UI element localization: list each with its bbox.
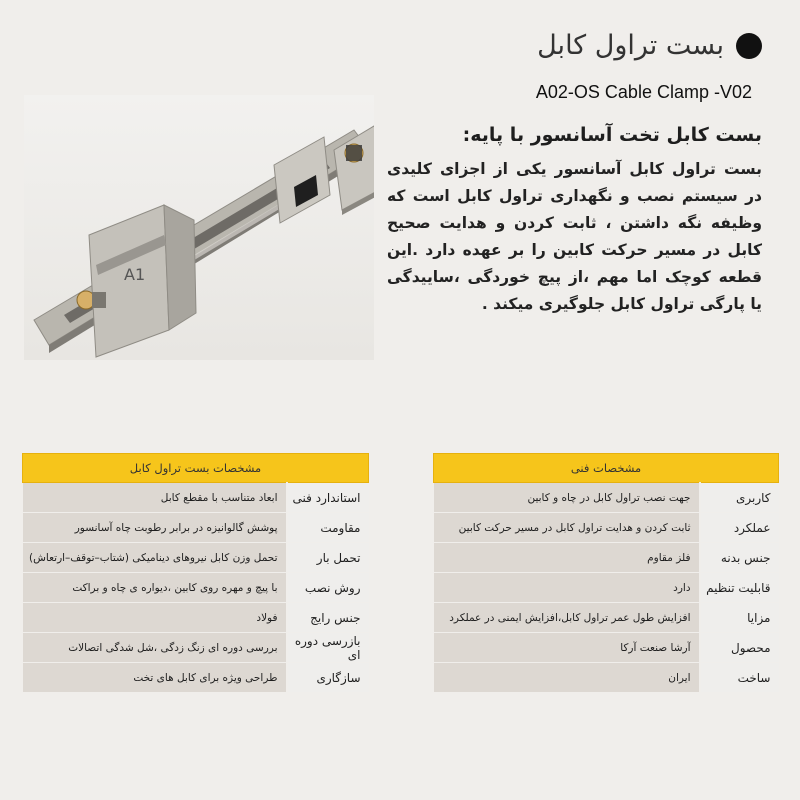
description-heading: بست کابل تخت آسانسور با پایه: [462,124,762,146]
cable-clamp-image [24,95,374,360]
table-row [23,633,369,663]
spec-label: مزایا [700,603,779,633]
spec-label: محصول [700,633,779,663]
spec-value: تحمل وزن کابل نیروهای دینامیکی (شتاب–توقف–ارتعاش) [23,543,287,573]
product-title: بست تراول کابل [537,30,724,61]
spec-value: پوشش گالوانیزه در برابر رطوبت چاه آسانسور [23,513,287,543]
table-row [434,663,779,693]
spec-label: عملکرد [700,513,779,543]
table-row [23,663,369,693]
spec-label: جنس بدنه [700,543,779,573]
spec-label: جنس رایج [287,603,369,633]
description-body: بست تراول کابل آسانسور یکی از اجزای کلیدی در سیستم نصب و نگهداری تراول کابل است که وظیفه نگه داشتن ، ثابت کردن و هدایت صحیح کابل در مسیر حرکت کابین را بر عهده دارد .این قطعه کوچک اما مهم ،از پیچ خوردگی ،ساییدگی یا پارگی تراول کابل جلوگیری میکند . [387,160,762,313]
table-row [23,483,369,513]
table-row [23,513,369,543]
table-row [23,573,369,603]
spec-label: تحمل بار [287,543,369,573]
spec-label: استاندارد فنی [287,483,369,513]
spec-value: ایران [434,663,700,693]
technical-specs-table [433,453,779,693]
spec-label: کاربری [700,483,779,513]
spec-label: قابلیت تنظیم [700,573,779,603]
product-model: A02-OS Cable Clamp -V02 [535,82,752,102]
part-marking: A1 [124,265,146,284]
table-row [434,513,779,543]
spec-label: روش نصب [287,573,369,603]
spec-value: افزایش طول عمر تراول کابل،افزایش ایمنی در عملکرد [434,603,700,633]
table-row [434,483,779,513]
spec-value: فولاد [23,603,287,633]
spec-label: مقاومت [287,513,369,543]
bullet-dot-icon [736,33,762,59]
table-row [23,603,369,633]
spec-value: آرشا صنعت آرکا [434,633,700,663]
table-row [434,603,779,633]
spec-label: سازگاری [287,663,369,693]
spec-label: بازرسی دوره ای [287,633,369,663]
table-row [23,543,369,573]
spec-value: فلز مقاوم [434,543,700,573]
product-title-row [537,30,762,61]
spec-value: دارد [434,573,700,603]
spec-value: با پیچ و مهره روی کابین ،دیواره ی چاه و براکت [23,573,287,603]
product-photo [24,95,374,360]
table-row [434,543,779,573]
spec-value: طراحی ویژه برای کابل های تخت [23,663,287,693]
spec-value: بررسی دوره ای زنگ زدگی ،شل شدگی اتصالات [23,633,287,663]
clamp-specs-header: مشخصات بست تراول کابل [23,454,369,483]
spec-value: جهت نصب تراول کابل در چاه و کابین [434,483,700,513]
table-row [434,573,779,603]
table-row [434,633,779,663]
spec-label: ساخت [700,663,779,693]
spec-value: ابعاد متناسب با مقطع کابل [23,483,287,513]
spec-value: ثابت کردن و هدایت تراول کابل در مسیر حرکت کابین [434,513,700,543]
technical-specs-header: مشخصات فنی [434,454,779,483]
clamp-specs-table [22,453,369,693]
